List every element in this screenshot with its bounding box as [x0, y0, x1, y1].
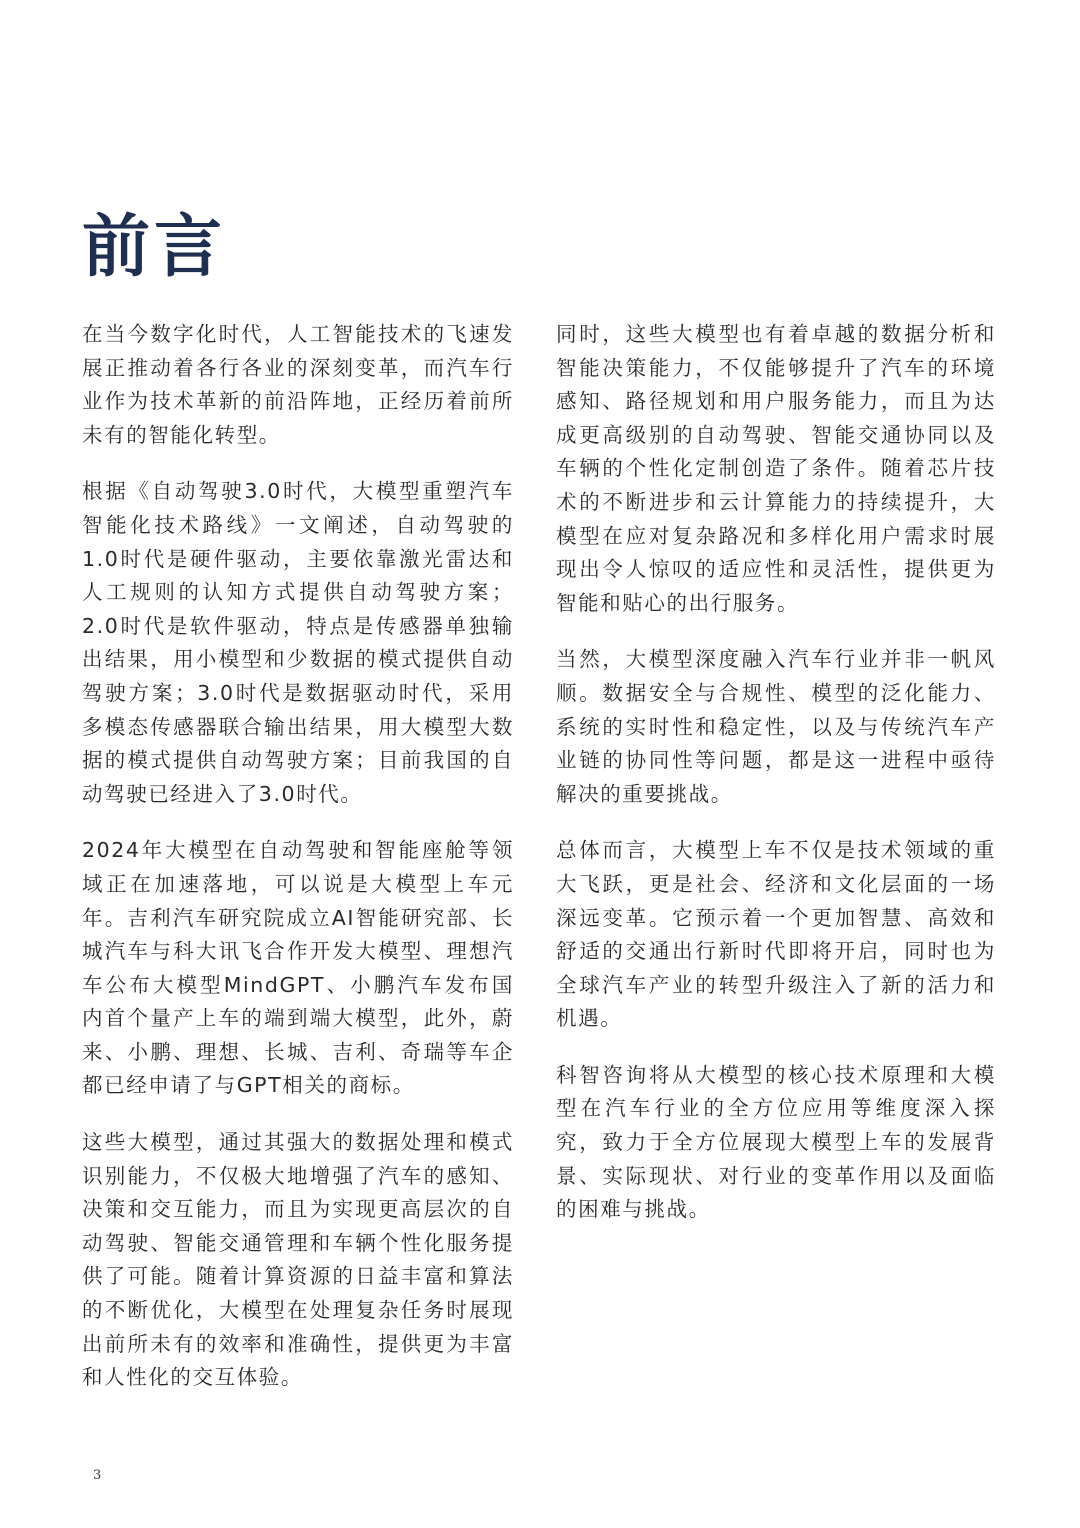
paragraph: 总体而言，大模型上车不仅是技术领域的重大飞跃，更是社会、经济和文化层面的一场深远变革。它预示着一个更加智慧、高效和舒适的交通出行新时代即将开启，同时也为全球汽车产业的转型升级注入了新的活力和机遇。: [556, 838, 996, 1031]
paragraph: 同时，这些大模型也有着卓越的数据分析和智能决策能力，不仅能够提升了汽车的环境感知、路径规划和用户服务能力，而且为达成更高级别的自动驾驶、智能交通协同以及车辆的个性化定制创造了条件。随着芯片技术的不断进步和云计算能力的持续提升，大模型在应对复杂路况和多样化用户需求时展现出令人惊叹的适应性和灵活性，提供更为智能和贴心的出行服务。: [556, 322, 996, 615]
paragraph: 当然，大模型深度融入汽车行业并非一帆风顺。数据安全与合规性、模型的泛化能力、系统的实时性和稳定性，以及与传统汽车产业链的协同性等问题，都是这一进程中亟待解决的重要挑战。: [556, 647, 996, 806]
paragraph: 这些大模型，通过其强大的数据处理和模式识别能力，不仅极大地增强了汽车的感知、决策和交互能力，而且为实现更高层次的自动驾驶、智能交通管理和车辆个性化服务提供了可能。随着计算资源的日益丰富和算法的不断优化，大模型在处理复杂任务时展现出前所未有的效率和准确性，提供更为丰富和人性化的交互体验。: [82, 1130, 514, 1390]
paragraph: 根据《自动驾驶3.0时代，大模型重塑汽车智能化技术路线》一文阐述，自动驾驶的1.0时代是硬件驱动，主要依靠激光雷达和人工规则的认知方式提供自动驾驶方案；2.0时代是软件驱动，特点是传感器单独输出结果，用小模型和少数据的模式提供自动驾驶方案；3.0时代是数据驱动时代，采用多模态传感器联合输出结果，用大模型大数据的模式提供自动驾驶方案；目前我国的自动驾驶已经进入了3.0时代。: [82, 479, 514, 806]
page-number: 3: [93, 1468, 102, 1483]
left-column: [82, 318, 514, 1418]
right-column: [556, 318, 996, 1250]
paragraph: 2024年大模型在自动驾驶和智能座舱等领域正在加速落地，可以说是大模型上车元年。吉利汽车研究院成立AI智能研究部、长城汽车与科大讯飞合作开发大模型、理想汽车公布大模型MindGPT、小鹏汽车发布国内首个量产上车的端到端大模型，此外，蔚来、小鹏、理想、长城、吉利、奇瑞等车企都已经申请了与GPT相关的商标。: [82, 838, 514, 1098]
paragraph: 科智咨询将从大模型的核心技术原理和大模型在汽车行业的全方位应用等维度深入探究，致力于全方位展现大模型上车的发展背景、实际现状、对行业的变革作用以及面临的困难与挑战。: [556, 1062, 996, 1222]
page-title: 前言: [82, 207, 227, 287]
paragraph: 在当今数字化时代，人工智能技术的飞速发展正推动着各行各业的深刻变革，而汽车行业作为技术革新的前沿阵地，正经历着前所未有的智能化转型。: [82, 322, 514, 447]
